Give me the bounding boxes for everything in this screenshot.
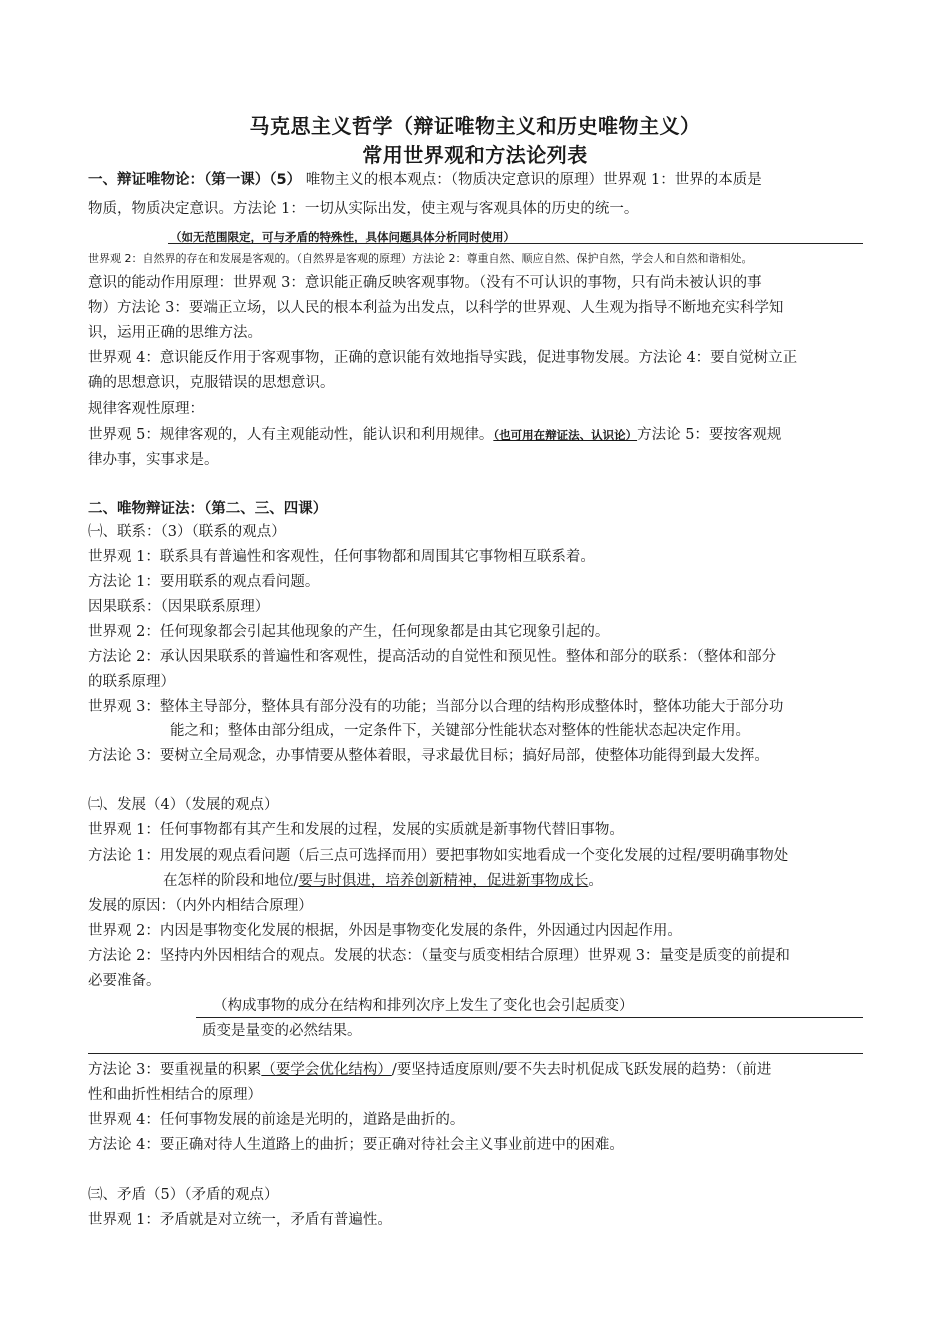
development-subheading: ㈡、发展（4）（发展的观点） <box>88 797 279 813</box>
link-line8: 能之和；整体由部分组成，一定条件下，关键部分性能状态对整体的性能状态起决定作用。 <box>170 723 750 739</box>
link-line6: 的联系原理） <box>88 674 175 690</box>
development-line10: 方法论 3：要重视量的积累（要学会优化结构）/要坚持适度原则/要不失去时机促成飞跃发展的趋势：（前进 <box>88 1062 772 1078</box>
section1-line4: 意识的能动作用原理：世界观 3：意识能正确反映客观事物。（没有不可认识的事物，只有尚未被认识的事 <box>88 275 762 291</box>
section1-line6: 识，运用正确的思维方法。 <box>88 325 262 341</box>
link-line7: 世界观 3：整体主导部分，整体具有部分没有的功能；当部分以合理的结构形成整体时，整体功能大于部分功 <box>88 699 784 715</box>
section1-heading: 一、辩证唯物论：（第一课）（5） <box>88 172 302 188</box>
development-line9: 质变是量变的必然结果。 <box>202 1023 362 1039</box>
development-underlined-text: 要与时俱进，培养创新精神，促进新事物成长 <box>298 873 589 889</box>
section1-note: （如无范围限定，可与矛盾的特殊性，具体问题具体分析同时使用） <box>170 230 515 244</box>
section1-line11: 律办事，实事求是。 <box>88 452 219 468</box>
development-line6: 方法论 2：坚持内外因相结合的观点。发展的状态：（量变与质变相结合原理）世界观 3：量变是质变的前提和 <box>88 948 790 964</box>
link-line4: 世界观 2：任何现象都会引起其他现象的产生，任何现象都是由其它现象引起的。 <box>88 624 610 640</box>
development-line5: 世界观 2：内因是事物变化发展的根据，外因是事物变化发展的条件，外因通过内因起作用。 <box>88 923 682 939</box>
link-line2: 方法论 1：要用联系的观点看问题。 <box>88 574 320 590</box>
link-line3: 因果联系：（因果联系原理） <box>88 599 270 615</box>
contradiction-subheading: ㈢、矛盾（5）（矛盾的观点） <box>88 1187 279 1203</box>
section2-heading: 二、唯物辩证法：（第二、三、四课） <box>88 501 328 517</box>
section1-line5: 物）方法论 3：要端正立场，以人民的根本利益为出发点，以科学的世界观、人生观为指导不断地充实科学知 <box>88 300 784 316</box>
development-line12: 世界观 4：任何事物发展的前途是光明的，道路是曲折的。 <box>88 1112 465 1128</box>
section1-line8: 确的思想意识，克服错误的思想意识。 <box>88 375 335 391</box>
divider-rule <box>168 243 863 244</box>
divider-rule <box>88 1053 863 1054</box>
development-underlined-note: （要学会优化结构） <box>261 1062 392 1078</box>
development-line13: 方法论 4：要正确对待人生道路上的曲折；要正确对待社会主义事业前进中的困难。 <box>88 1137 624 1153</box>
link-line5: 方法论 2：承认因果联系的普遍性和客观性，提高活动的自觉性和预见性。整体和部分的联系：（整体和部分 <box>88 649 777 665</box>
link-subheading: ㈠、联系：（3）（联系的观点） <box>88 524 286 540</box>
section1-line7: 世界观 4：意识能反作用于客观事物，正确的意识能有效地指导实践，促进事物发展。方法论 4：要自觉树立正 <box>88 350 798 366</box>
link-line9: 方法论 3：要树立全局观念，办事情要从整体着眼，寻求最优目标；搞好局部，使整体功能得到最大发挥。 <box>88 748 769 764</box>
document-subtitle: 常用世界观和方法论列表 <box>362 143 588 167</box>
divider-rule <box>196 1017 863 1018</box>
section1-line2: 物质，物质决定意识。方法论 1：一切从实际出发，使主观与客观具体的历史的统一。 <box>88 201 639 217</box>
section1-line1: 一、辩证唯物论：（第一课）（5） 唯物主义的根本观点：（物质决定意识的原理）世界观 1：世界的本质是 <box>88 172 762 188</box>
development-note: （构成事物的成分在结构和排列次序上发生了变化也会引起质变） <box>213 998 634 1014</box>
section1-line9: 规律客观性原理： <box>88 401 204 417</box>
development-line7: 必要准备。 <box>88 973 161 989</box>
document-title: 马克思主义哲学（辩证唯物主义和历史唯物主义） <box>249 114 701 138</box>
link-line1: 世界观 1：联系具有普遍性和客观性，任何事物都和周围其它事物相互联系着。 <box>88 549 595 565</box>
development-line1: 世界观 1：任何事物都有其产生和发展的过程，发展的实质就是新事物代替旧事物。 <box>88 822 624 838</box>
development-line11: 性和曲折性相结合的原理） <box>88 1087 262 1103</box>
development-line4: 发展的原因：（内外内相结合原理） <box>88 898 313 914</box>
section1-line10: 世界观 5：规律客观的，人有主观能动性，能认识和利用规律。（也可用在辩证法、认识论）方法论 5：要按客观规 <box>88 427 782 443</box>
section1-inline-note: （也可用在辩证法、认识论） <box>493 428 638 442</box>
development-line3: 在怎样的阶段和地位/要与时俱进，培养创新精神，促进新事物成长。 <box>163 873 603 889</box>
section1-line3: 世界观 2：自然界的存在和发展是客观的。（自然界是客观的原理）方法论 2：尊重自然、顺应自然、保护自然，学会人和自然和谐相处。 <box>88 252 753 265</box>
development-line2: 方法论 1：用发展的观点看问题（后三点可选择而用）要把事物如实地看成一个变化发展的过程/要明确事物处 <box>88 848 789 864</box>
contradiction-line1: 世界观 1：矛盾就是对立统一，矛盾有普遍性。 <box>88 1212 392 1228</box>
